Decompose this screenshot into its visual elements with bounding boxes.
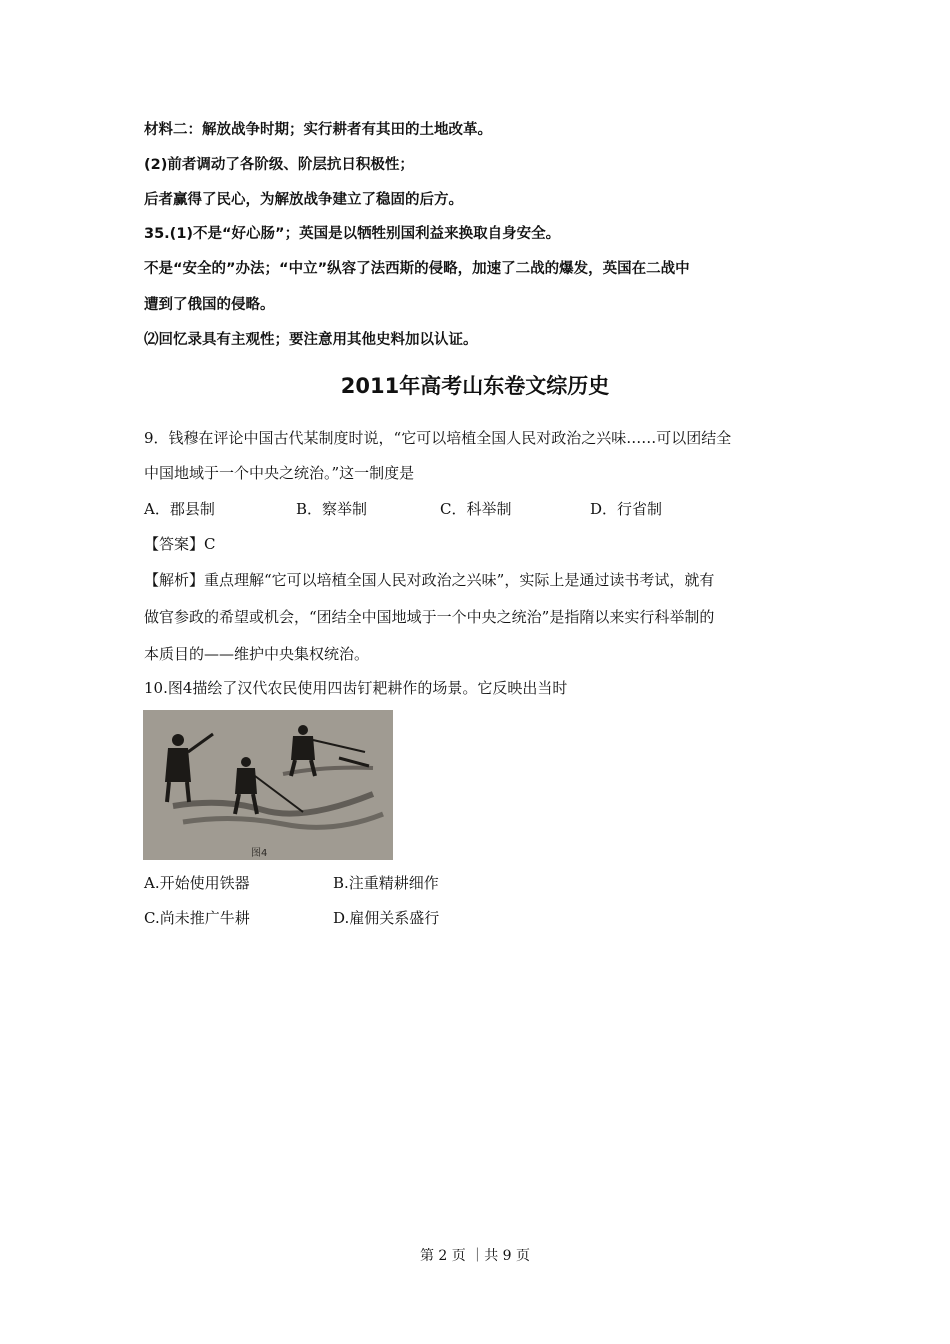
q10-option-d: D.雇佣关系盛行 bbox=[333, 909, 440, 927]
q9-analysis-line-1: 【解析】重点理解“它可以培植全国人民对政治之兴味”，实际上是通过读书考试，就有 bbox=[144, 571, 715, 589]
q10-option-c: C.尚未推广牛耕 bbox=[144, 909, 250, 927]
q9-answer: 【答案】C bbox=[144, 535, 216, 553]
answer-line-1: 材料二：解放战争时期；实行耕者有其田的土地改革。 bbox=[144, 122, 492, 138]
figure-4-image bbox=[143, 710, 393, 860]
figure-4-caption: 图4 bbox=[251, 848, 268, 859]
farming-scene-illustration bbox=[143, 710, 393, 860]
answer-line-7: ⑵回忆录具有主观性；要注意用其他史料加以认证。 bbox=[144, 332, 478, 348]
answer-line-3: 后者赢得了民心，为解放战争建立了稳固的后方。 bbox=[144, 192, 463, 208]
q10-option-b: B.注重精耕细作 bbox=[333, 874, 439, 892]
q9-stem-line-1: 9．钱穆在评论中国古代某制度时说，“它可以培植全国人民对政治之兴味……可以团结全 bbox=[144, 429, 732, 447]
answer-line-4: 35.(1)不是“好心肠”；英国是以牺牲别国利益来换取自身安全。 bbox=[144, 226, 561, 242]
section-title: 2011年高考山东卷文综历史 bbox=[340, 374, 610, 398]
q9-stem-line-2: 中国地域于一个中央之统治。”这一制度是 bbox=[144, 464, 415, 482]
q9-analysis-line-3: 本质目的——维护中央集权统治。 bbox=[144, 645, 370, 663]
answer-line-2: (2)前者调动了各阶级、阶层抗日积极性； bbox=[144, 157, 414, 173]
q9-option-d: D．行省制 bbox=[590, 500, 663, 518]
page-footer: 第 2 页 ｜共 9 页 bbox=[419, 1248, 531, 1264]
q9-option-b: B．察举制 bbox=[296, 500, 368, 518]
answer-line-5: 不是“安全的”办法；“中立”纵容了法西斯的侵略，加速了二战的爆发，英国在二战中 bbox=[144, 261, 690, 277]
q9-analysis-line-2: 做官参政的希望或机会，“团结全中国地域于一个中央之统治”是指隋以来实行科举制的 bbox=[144, 608, 715, 626]
q10-stem: 10.图4描绘了汉代农民使用四齿钉耙耕作的场景。它反映出当时 bbox=[144, 679, 568, 697]
q9-option-c: C．科举制 bbox=[440, 500, 512, 518]
answer-line-6: 遭到了俄国的侵略。 bbox=[144, 297, 275, 313]
q10-option-a: A.开始使用铁器 bbox=[144, 874, 250, 892]
q9-option-a: A．郡县制 bbox=[144, 500, 215, 518]
